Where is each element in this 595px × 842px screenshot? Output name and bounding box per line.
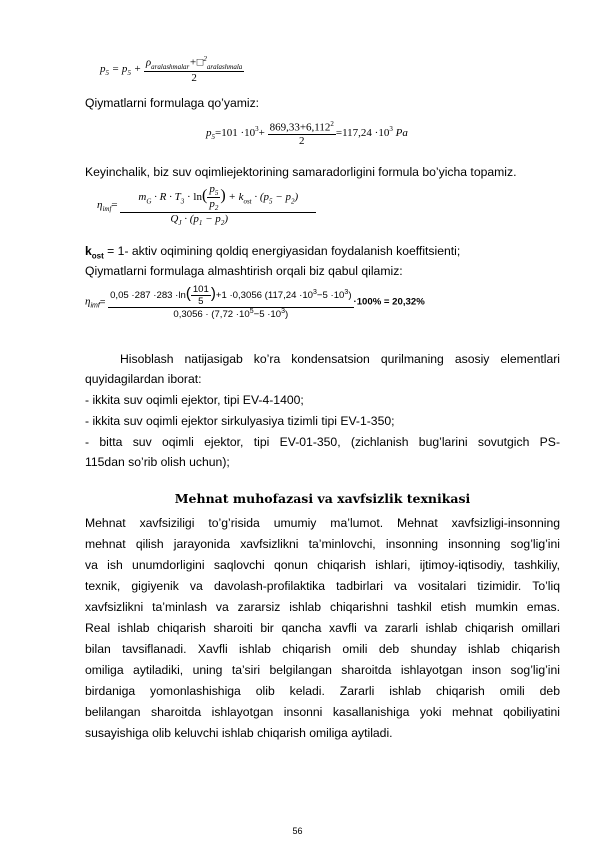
fraction: $\frac{\rho_{aralashmalar}+□^2_{aralashmala}}{2}$ <box>145 55 243 84</box>
paragraph-line: quyidagilardan iborat: <box>85 372 202 386</box>
text-line: $k_{ost} = 1-$ aktiv oqimining qoldiq energiyasidan foydalanish koeffitsienti; <box>85 244 461 261</box>
paragraph-line: xavfsizlikni ta’minlash va zararsiz ishlab chiqarishni tashkil etish mumkin emas. <box>85 600 560 614</box>
paragraph-line: susayishiga olib keluvchi ishlab chiqarish omiliga aytiladi. <box>85 726 393 740</box>
paragraph-line: omiliga aytiladiki, uning ta’siri belgilangan sharoitda ishlayotgan inson sog’lig’ini <box>85 663 560 677</box>
list-item: 115dan so’rib olish uchun); <box>85 455 230 469</box>
paragraph-line: Hisoblash natijasigab ko’ra kondensatsion qurilmaning asosiy elementlari <box>120 352 560 366</box>
formula-p5-definition: $p_5 = p_5$ + $\frac{\rho_{aralashmalar}+□^2_{aralashmala}}{2}$ <box>100 55 243 84</box>
fraction: $m_G \cdot R \cdot T_3 \cdot \ln$( $\frac{p_5}{p_2}$ ) + $k_{ost} \cdot (p_5 - p_2)$ $Q_J \cdot (p_1 - p_2)$ <box>120 183 316 228</box>
paragraph-line: mehnat qilish jarayonida xavfsizlikni ta’minlovchi, insonning insonning sog’lig’ini <box>85 537 560 551</box>
text-line: Qiymatlarni formulaga qo’yamiz: <box>85 96 260 110</box>
paragraph-line: bilan tavsiflanadi. Xavfli ishlab chiqarish omili deb shunday ishlab chiqarish <box>85 642 560 656</box>
fraction: 0,05 ·287 ·283 ·ln( $\frac{101}{5}$ )+1 ·0,3056 $(117,24 \cdot 10^3-5 \cdot 10^3)$ $0,3056 \cdot (7,72 \cdot 10^5-5 \cdot 10^3)$ <box>110 284 352 321</box>
paragraph-line: Real ishlab chiqarish sharoiti bir qancha xavfli va zararli ishlab chiqarish omillari <box>85 621 560 635</box>
text-line: Qiymatlarni formulaga almashtirish orqali biz qabul qilamiz: <box>85 264 403 278</box>
list-item: - ikkita suv oqimli ejektor sirkulyasiya tizimli tipi EV-1-350; <box>85 414 395 428</box>
list-item: - ikkita suv oqimli ejektor, tipi EV-4-1400; <box>85 393 304 407</box>
paragraph-line: birdaniga yomonlashishiga olib keladi. Zararli ishlab chiqarish omili deb <box>85 684 560 698</box>
text-line: Keyinchalik, biz suv oqimliejektorining samaradorligini formula bo’yicha topamiz. <box>85 165 517 179</box>
fraction: $\frac{869,33+6,112^2}{2}$ <box>269 120 334 147</box>
paragraph-line: belilangan sharoitda ishlayotgan insonni kasallanishiga yoki mehnat qobiliyatini <box>85 705 560 719</box>
paragraph-line: va ish unumdorligini saqlovchi qonun chiqarish ishlari, ijtimoy-iqtisodiy, tashkiliy, <box>85 558 560 572</box>
page-number: 56 <box>292 826 303 836</box>
list-item: - bitta suv oqimli ejektor, tipi EV-01-350, (zichlanish bug’larini sovutgich PS- <box>85 435 560 449</box>
section-heading: Mehnat muhofazasi va xavfsizlik texnikasi <box>174 491 471 506</box>
paragraph-line: texnik, gigiyenik va davolash-profilaktika tadbirlari va vositalari tizimidir. To’liq <box>85 579 560 593</box>
paragraph-line: Mehnat xavfsiziligi to’g’risida umumiy ma’lumot. Mehnat xavfsizligi-insonning <box>85 516 560 530</box>
formula-p5-value: $p_5=101 \cdot 10^3+$ $\frac{869,33+6,112^2}{2}$ $=117,24 \cdot 10^3$ Pa <box>206 120 408 147</box>
formula-efficiency-value: $\eta_{imf}=$ 0,05 ·287 ·283 ·ln( $\frac{101}{5}$ )+1 ·0,3056 $(117,24 \cdot 10^3-5 \cdot 10^3)$ $0,3056 \cdot (7,72 \cdot 10^5-5 \cdot 10^3)$ ·100% = 20,32% <box>85 284 425 321</box>
formula-efficiency: $\eta_{imf}=$ $m_G \cdot R \cdot T_3 \cdot \ln$( $\frac{p_5}{p_2}$ ) + $k_{ost} \cdot (p_5 - p_2)$ $Q_J \cdot (p_1 - p_2)$ <box>97 183 316 228</box>
